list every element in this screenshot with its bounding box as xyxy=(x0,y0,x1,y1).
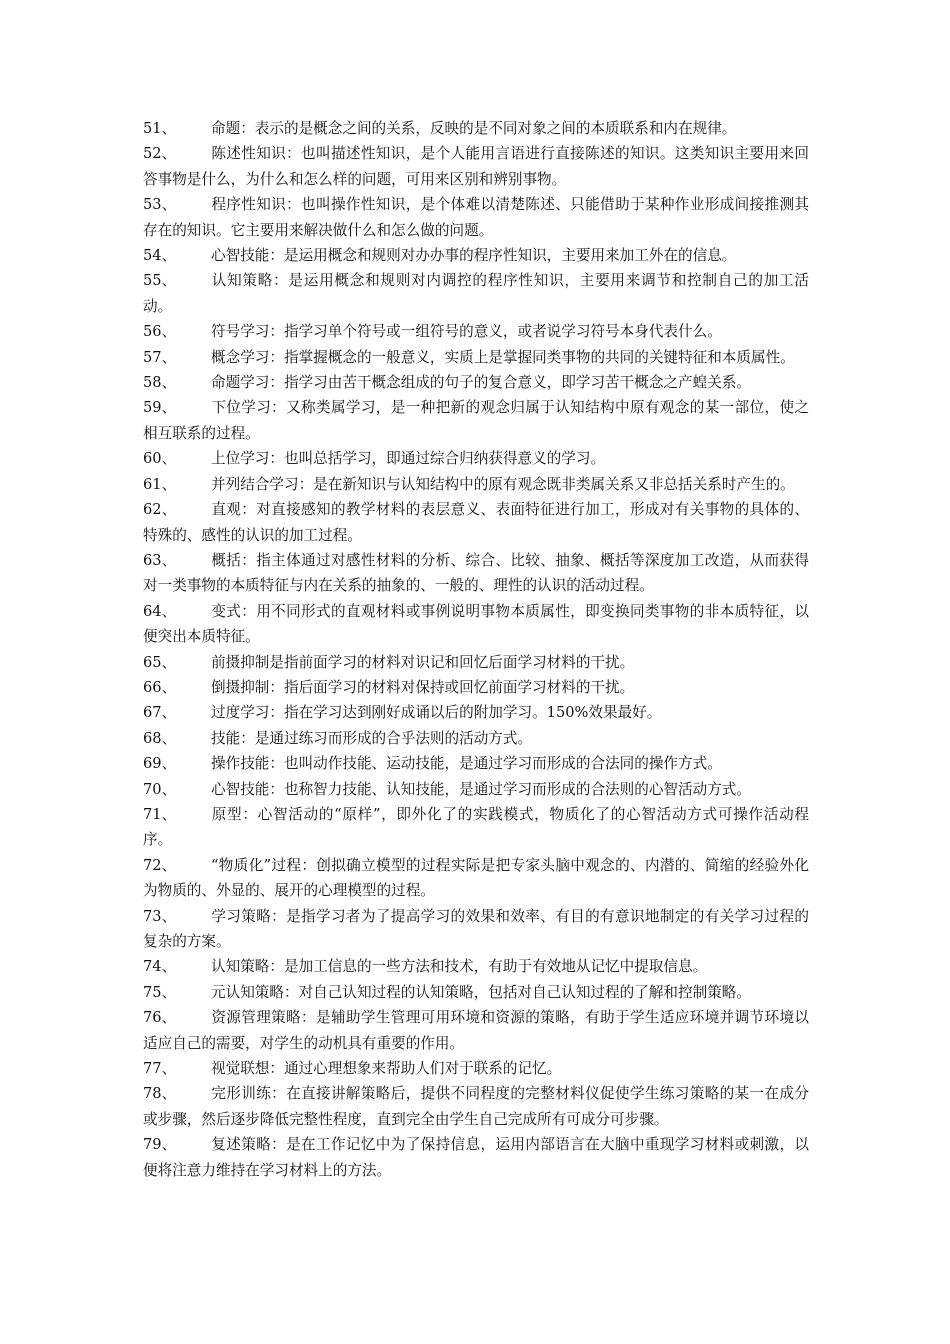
entry-number: 72、 xyxy=(143,856,177,874)
entry-number: 54、 xyxy=(143,247,177,265)
entry-text: 陈述性知识：也叫描述性知识，是个人能用言语进行直接陈述的知识。这类知识主要用来回答事物是什么，为什么和怎么样的问题，可用来区别和辨别事物。 xyxy=(143,145,809,188)
entry-number: 75、 xyxy=(143,983,177,1001)
entry-number: 59、 xyxy=(143,399,177,417)
entry-number: 57、 xyxy=(143,348,177,366)
entry-text: 原型：心智活动的“原样”，即外化了的实践模式，物质化了的心智活动方式可操作活动程序。 xyxy=(143,805,809,849)
entry-number: 74、 xyxy=(143,958,177,976)
entry-number: 56、 xyxy=(143,323,177,341)
entry-text: 变式：用不同形式的直观材料或事例说明事物本质属性，即变换同类事物的非本质特征，以便突出本质特征。 xyxy=(143,602,809,646)
entry-number: 60、 xyxy=(143,450,177,468)
entry-56 xyxy=(143,319,809,344)
entry-57 xyxy=(143,345,809,370)
entry-66 xyxy=(143,675,809,700)
entry-64 xyxy=(143,599,809,650)
entry-text: 程序性知识：也叫操作性知识，是个体难以清楚陈述、只能借助于某种作业形成间接推测其存在的知识。它主要用来解决做什么和怎么做的问题。 xyxy=(143,196,809,239)
entry-text: 资源管理策略：是辅助学生管理可用环境和资源的策略，有助于学生适应环境并调节环境以适应自己的需要，对学生的动机具有重要的作用。 xyxy=(143,1009,809,1052)
entry-text: 命题学习：指学习由苦干概念组成的句子的复合意义，即学习苦干概念之产蝗关系。 xyxy=(211,374,751,392)
entry-51 xyxy=(143,116,809,141)
entry-text: 概念学习：指掌握概念的一般意义，实质上是掌握同类事物的共同的关键特征和本质属性。 xyxy=(211,348,795,366)
entry-number: 66、 xyxy=(143,678,177,696)
entry-number: 65、 xyxy=(143,653,177,671)
entry-54 xyxy=(143,243,809,268)
entry-number: 64、 xyxy=(143,602,177,620)
entry-60 xyxy=(143,446,809,471)
entry-68 xyxy=(143,726,809,751)
entry-55 xyxy=(143,268,809,319)
entry-text: 技能：是通过练习而形成的合乎法则的活动方式。 xyxy=(211,729,533,747)
entry-text: 下位学习：又称类属学习，是一种把新的观念归属于认知结构中原有观念的某一部位，使之相互联系的过程。 xyxy=(143,399,809,442)
entry-text: 倒摄抑制：指后面学习的材料对保持或回忆前面学习材料的干扰。 xyxy=(211,678,635,696)
entry-77 xyxy=(143,1056,809,1081)
entry-number: 79、 xyxy=(143,1136,177,1154)
entry-text: 完形训练：在直接讲解策略后，提供不同程度的完整材料仪促使学生练习策略的某一在成分或步骤，然后逐步降低完整性程度，直到完全由学生自己完成所有可成分可步骤。 xyxy=(143,1085,809,1128)
entry-text: 直观：对直接感知的教学材料的表层意义、表面特征进行加工，形成对有关事物的具体的、特殊的、感性的认识的加工过程。 xyxy=(143,501,809,544)
entry-59 xyxy=(143,395,809,446)
entry-number: 68、 xyxy=(143,729,177,747)
entry-number: 52、 xyxy=(143,145,177,163)
entry-number: 71、 xyxy=(143,805,177,823)
entry-number: 78、 xyxy=(143,1085,177,1103)
entry-65 xyxy=(143,650,809,675)
entry-text: 符号学习：指学习单个符号或一组符号的意义，或者说学习符号本身代表什么。 xyxy=(211,323,722,341)
entry-text: 视觉联想：通过心理想象来帮助人们对于联系的记忆。 xyxy=(211,1060,562,1078)
entry-76 xyxy=(143,1005,809,1056)
entry-text: 上位学习：也叫总括学习，即通过综合归纳获得意义的学习。 xyxy=(211,450,606,468)
entry-text: 元认知策略：对自己认知过程的认知策略，包括对自己认知过程的了解和控制策略。 xyxy=(211,983,751,1001)
entry-69 xyxy=(143,751,809,776)
entry-text: 前摄抑制是指前面学习的材料对识记和回忆后面学习材料的干扰。 xyxy=(211,653,635,671)
entry-number: 73、 xyxy=(143,907,177,925)
entry-text: 认知策略：是运用概念和规则对内调控的程序性知识，主要用来调节和控制自己的加工活动。 xyxy=(143,272,809,315)
entry-62 xyxy=(143,497,809,548)
entry-58 xyxy=(143,370,809,395)
entry-72 xyxy=(143,853,809,904)
entry-63 xyxy=(143,548,809,599)
entry-number: 58、 xyxy=(143,374,177,392)
entry-number: 76、 xyxy=(143,1009,177,1027)
entry-74 xyxy=(143,954,809,979)
entry-text: 心智技能：是运用概念和规则对办办事的程序性知识，主要用来加工外在的信息。 xyxy=(211,247,737,265)
entry-78 xyxy=(143,1081,809,1132)
entry-number: 55、 xyxy=(143,272,177,290)
entry-75 xyxy=(143,980,809,1005)
entry-text: 过度学习：指在学习达到刚好成诵以后的附加学习。150%效果最好。 xyxy=(211,704,662,722)
entry-number: 69、 xyxy=(143,755,177,773)
entry-text: “物质化”过程：创拟确立模型的过程实际是把专家头脑中观念的、内潜的、简缩的经验外化为物质的、外显的、展开的心理模型的过程。 xyxy=(143,856,809,900)
entry-67 xyxy=(143,700,809,725)
entry-73 xyxy=(143,904,809,955)
entry-number: 63、 xyxy=(143,551,177,569)
entry-number: 61、 xyxy=(143,475,177,493)
entry-52 xyxy=(143,141,809,192)
entry-70 xyxy=(143,777,809,802)
entry-text: 心智技能：也称智力技能、认知技能，是通过学习而形成的合法则的心智活动方式。 xyxy=(211,780,751,798)
entry-53 xyxy=(143,192,809,243)
entry-number: 51、 xyxy=(143,120,177,137)
document-page xyxy=(143,116,809,1183)
entry-text: 概括：指主体通过对感性材料的分析、综合、比较、抽象、概括等深度加工改造，从而获得对一类事物的本质特征与内在关系的抽象的、一般的、理性的认识的活动过程。 xyxy=(143,551,809,595)
entry-number: 53、 xyxy=(143,196,177,214)
entry-text: 命题：表示的是概念之间的关系，反映的是不同对象之间的本质联系和内在规律。 xyxy=(211,120,737,137)
entry-71 xyxy=(143,802,809,853)
entry-text: 操作技能：也叫动作技能、运动技能，是通过学习而形成的合法同的操作方式。 xyxy=(211,755,722,773)
entry-text: 学习策略：是指学习者为了提高学习的效果和效率、有目的有意识地制定的有关学习过程的复杂的方案。 xyxy=(143,907,809,950)
entry-text: 认知策略：是加工信息的一些方法和技术，有助于有效地从记忆中提取信息。 xyxy=(211,958,708,976)
entry-61 xyxy=(143,472,809,497)
entry-number: 77、 xyxy=(143,1060,177,1078)
entry-number: 62、 xyxy=(143,501,177,519)
entry-number: 67、 xyxy=(143,704,177,722)
entry-text: 复述策略：是在工作记忆中为了保持信息，运用内部语言在大脑中重现学习材料或刺激，以便将注意力维持在学习材料上的方法。 xyxy=(143,1136,809,1179)
entry-number: 70、 xyxy=(143,780,177,798)
entry-text: 并列结合学习：是在新知识与认知结构中的原有观念既非类属关系又非总括关系时产生的。 xyxy=(211,475,795,493)
entry-79 xyxy=(143,1132,809,1183)
